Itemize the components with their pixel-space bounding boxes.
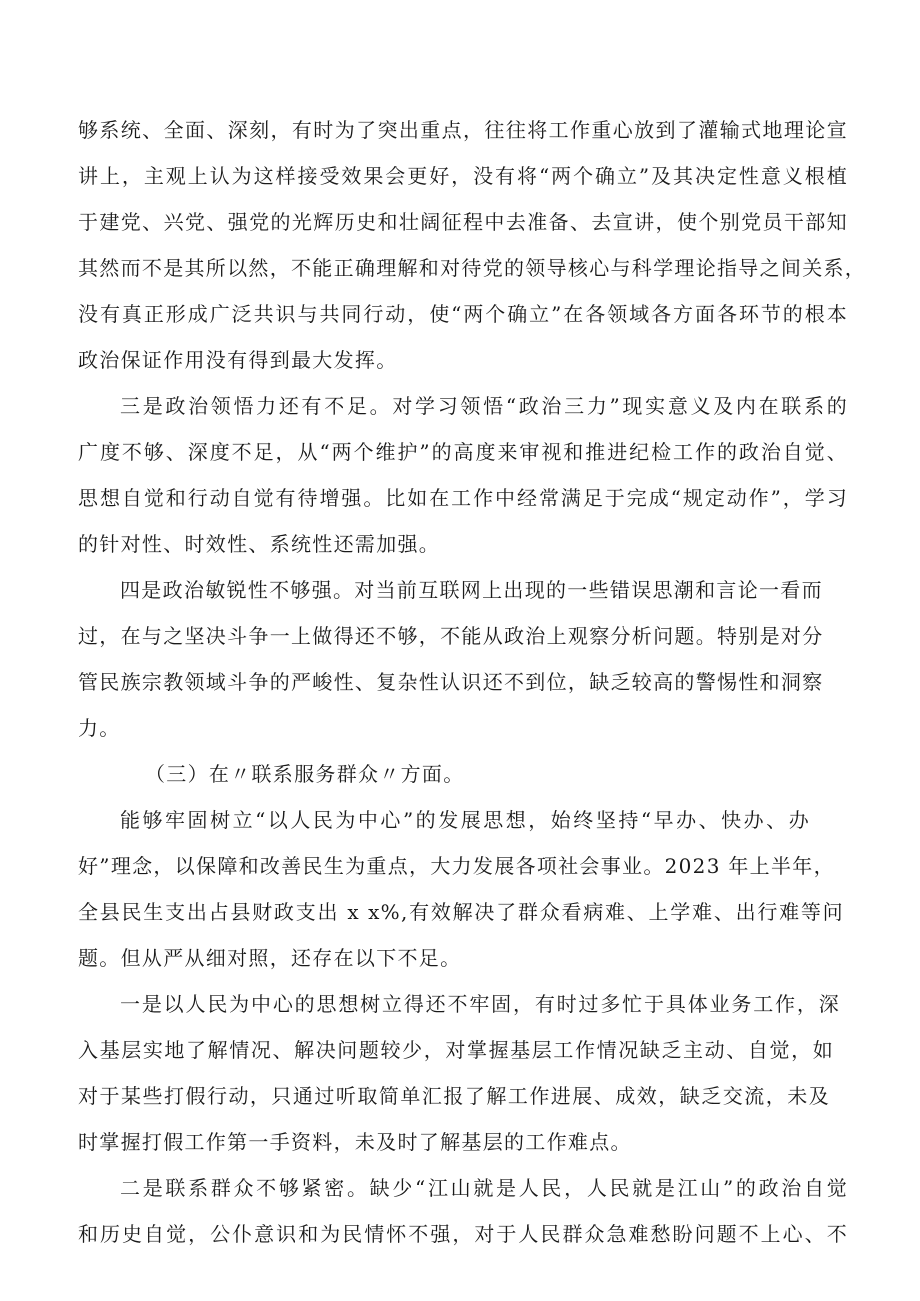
text-line: 其然而不是其所以然，不能正确理解和对待党的领导核心与科学理论指导之间关系， (78, 256, 867, 280)
text-line: 一是以人民为中心的思想树立得还不牢固，有时过多忙于具体业务工作，深 (120, 992, 840, 1016)
text-line: 三是政治领悟力还有不足。对学习领悟“政治三力”现实意义及内在联系的 (120, 394, 848, 418)
text-line: 广度不够、深度不足，从“两个维护”的高度来审视和推进纪检工作的政治自觉、 (78, 440, 848, 464)
text-line: 没有真正形成广泛共识与共同行动，使“两个确立”在各领域各方面各环节的根本 (78, 302, 848, 326)
text-line: 入基层实地了解情况、解决问题较少，对掌握基层工作情况缺乏主动、自觉，如 (78, 1038, 834, 1062)
text-line: 全县民生支出占县财政支出 x x%,有效解决了群众看病难、上学难、出行难等问 (78, 900, 844, 924)
text-line: 题。但从严从细对照，还存在以下不足。 (78, 946, 462, 970)
text-line: 思想自觉和行动自觉有待增强。比如在工作中经常满足于完成“规定动作”，学习 (78, 486, 848, 510)
text-line: 对于某些打假行动，只通过听取简单汇报了解工作进展、成效，缺乏交流，未及 (78, 1084, 830, 1108)
text-line: 于建党、兴党、强党的光辉历史和壮阔征程中去准备、去宣讲，使个别党员干部知 (78, 210, 848, 234)
text-line: 政治保证作用没有得到最大发挥。 (78, 348, 398, 372)
text-line: 管民族宗教领域斗争的严峻性、复杂性认识还不到位，缺乏较高的警惕性和洞察 (78, 670, 824, 694)
text-line: 能够牢固树立“以人民为中心”的发展思想，始终坚持“早办、快办、办 (120, 808, 810, 832)
text-line: 的针对性、时效性、系统性还需加强。 (78, 532, 441, 556)
text-line: 四是政治敏锐性不够强。对当前互联网上出现的一些错误思潮和言论一看而 (120, 578, 823, 602)
text-line: 够系统、全面、深刻，有时为了突出重点，往往将工作重心放到了灌输式地理论宣 (78, 118, 848, 142)
text-line: 和历史自觉，公仆意识和为民情怀不强，对于人民群众急难愁盼问题不上心、不 (78, 1222, 848, 1246)
text-line: 过，在与之坚决斗争一上做得还不够，不能从政治上观察分析问题。特别是对分 (78, 624, 824, 648)
section-heading: （三）在〃联系服务群众〃方面。 (145, 762, 465, 786)
text-line: 时掌握打假工作第一手资料，未及时了解基层的工作难点。 (78, 1130, 632, 1154)
text-line: 讲上，主观上认为这样接受效果会更好，没有将“两个确立”及其决定性意义根植 (78, 164, 848, 188)
text-line: 二是联系群众不够紧密。缺少“江山就是人民，人民就是江山”的政治自觉 (120, 1176, 848, 1200)
text-line: 好”理念，以保障和改善民生为重点，大力发展各项社会事业。2023 年上半年， (78, 854, 835, 878)
text-line: 力。 (78, 716, 121, 740)
